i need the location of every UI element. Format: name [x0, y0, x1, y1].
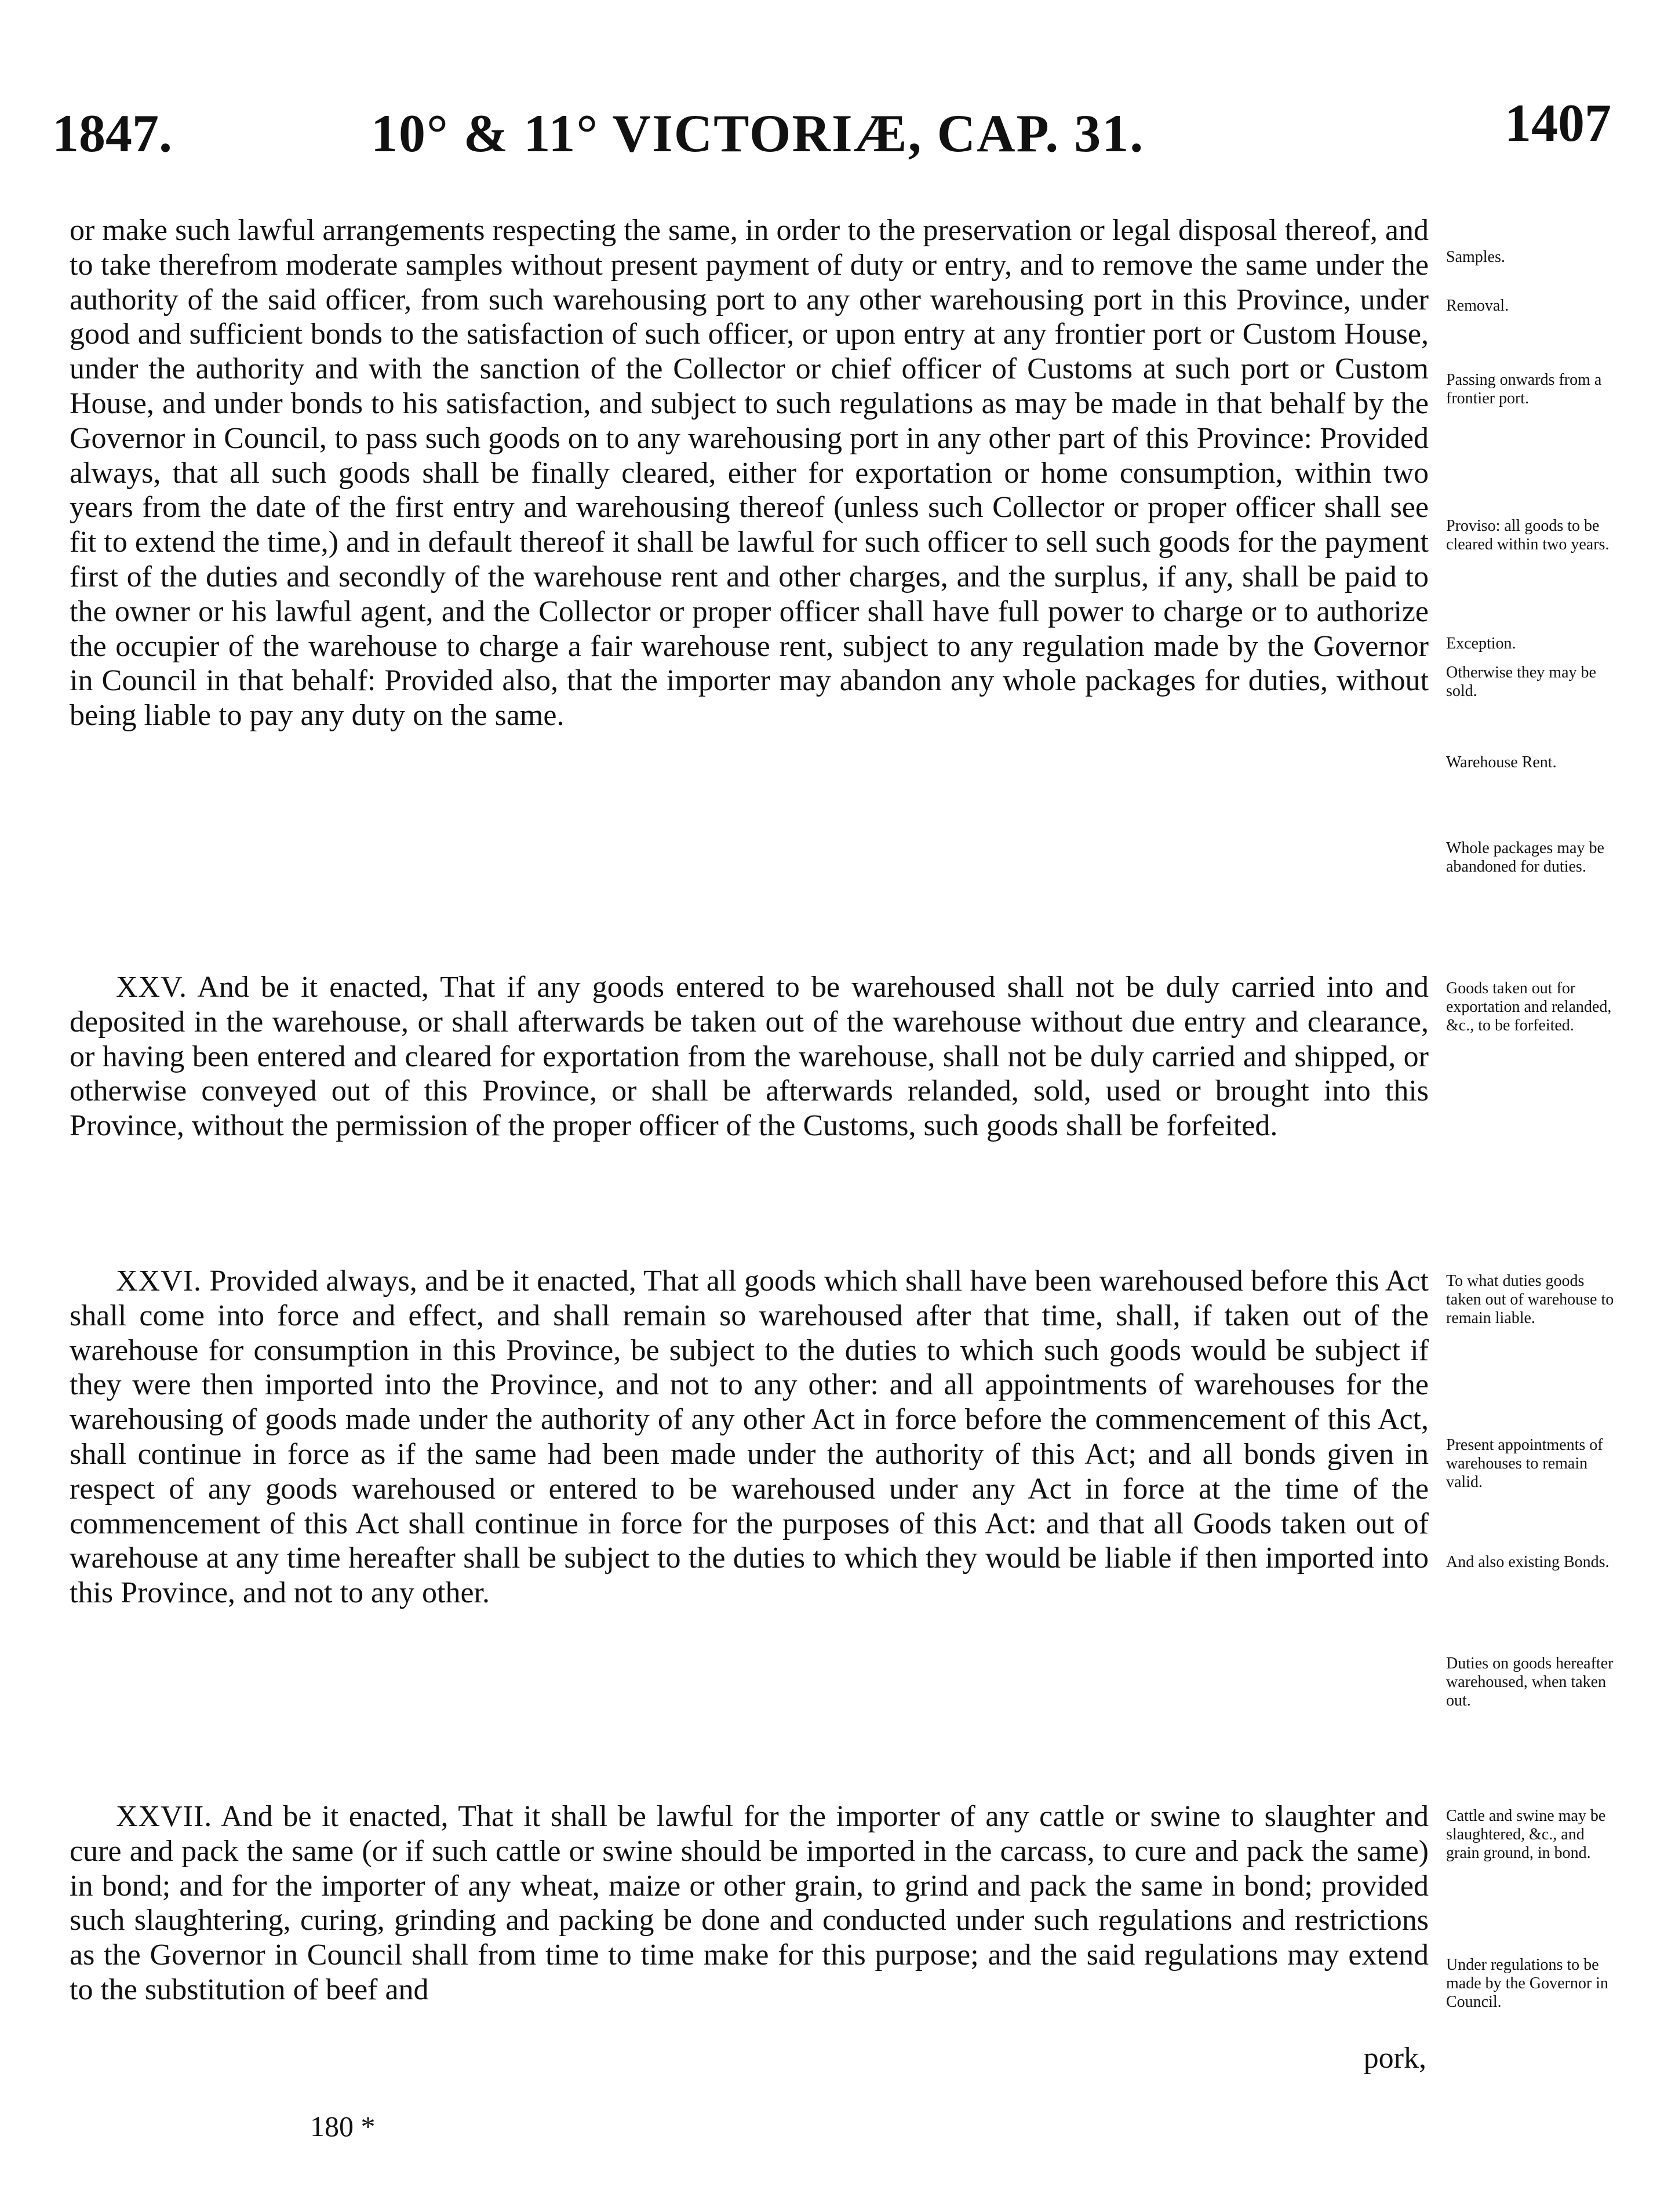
section-number: XXVI.	[116, 1264, 202, 1298]
margin-note: Removal.	[1446, 297, 1509, 315]
margin-note: To what duties goods taken out of warehouse to remain liable.	[1446, 1272, 1614, 1327]
margin-note: And also existing Bonds.	[1446, 1553, 1610, 1571]
section-text: And be it enacted, That if any goods entered to be warehoused shall not be duly carried into and deposited in the warehouse, or shall afterwards be taken out of the warehouse without due entry and clearance, or having been entered and cleared for exportation from the warehouse, shall not be duly carried and shipped, or otherwise conveyed out of this Province, or shall be afterwards relanded, sold, used or brought into this Province, without the permission of the proper officer of the Customs, such goods shall be forfeited.	[70, 971, 1429, 1143]
margin-note: Under regulations to be made by the Governor in Council.	[1446, 1956, 1608, 2011]
margin-note: Warehouse Rent.	[1446, 753, 1557, 771]
header-title: 10° & 11° VICTORIÆ, CAP. 31.	[371, 104, 1145, 163]
section-number: XXVII.	[116, 1800, 213, 1833]
section-paragraph	[70, 1799, 1429, 2007]
section-25	[70, 970, 1429, 1143]
header-year: 1847.	[52, 104, 172, 163]
running-header	[52, 93, 1611, 168]
signature-mark: 180 *	[310, 2110, 376, 2142]
margin-note: Present appointments of warehouses to remain valid.	[1446, 1436, 1603, 1491]
margin-note: Otherwise they may be sold.	[1446, 664, 1596, 700]
continuation-word: pork,	[1363, 2042, 1426, 2075]
margin-note: Goods taken out for exportation and relanded, &c., to be forfeited.	[1446, 979, 1612, 1034]
margin-note: Duties on goods hereafter warehoused, when taken out.	[1446, 1655, 1614, 1710]
margin-note: Proviso: all goods to be cleared within two years.	[1446, 517, 1610, 553]
page-number: 1407	[1505, 93, 1611, 152]
margin-note: Exception.	[1446, 635, 1516, 653]
section-number: XXV.	[116, 971, 187, 1004]
margin-note: Whole packages may be abandoned for duties.	[1446, 839, 1604, 876]
section-text: Provided always, and be it enacted, That all goods which shall have been warehoused before this Act shall come into force and effect, and shall remain so warehoused after that time, shall, if taken out of the warehouse for consumption in this Province, be subject to the duties to which such goods would be subject if they were then imported into the Province, and not to any other: and all appointments of warehouses for the warehousing of goods made under the authority of any other Act in force before the commencement of this Act, shall continue in force as if the same had been made under the authority of this Act; and all bonds given in respect of any goods warehoused or entered to be warehoused under any Act in force at the time of the commencement of this Act shall continue in force for the purposes of this Act: and that all Goods taken out of warehouse at any time hereafter shall be subject to the duties to which they would be liable if then imported into this Province, and not to any other.	[70, 1264, 1429, 1610]
margin-note: Samples.	[1446, 248, 1505, 266]
section-27	[70, 1799, 1429, 2007]
section-paragraph	[70, 1264, 1429, 1610]
section-text: or make such lawful arrangements respecting the same, in order to the preservation or legal disposal thereof, and to take therefrom moderate samples without present payment of duty or entry, and to remove the same under the authority of the said officer, from such warehousing port to any other warehousing port in this Province, under good and sufficient bonds to the satisfaction of such officer, or upon entry at any frontier port or Custom House, under the authority and with the sanction of the Collector or chief officer of Customs at such port or Custom House, and under bonds to his satisfaction, and subject to such regulations as may be made in that behalf by the Governor in Council, to pass such goods on to any warehousing port in any other part of this Province: Provided always, that all such goods shall be finally cleared, either for exportation or home consumption, within two years from the date of the first entry and warehousing thereof (unless such Collector or proper officer shall see fit to extend the time,) and in default thereof it shall be lawful for such officer to sell such goods for the payment first of the duties and secondly of the warehouse rent and other charges, and the surplus, if any, shall be paid to the owner or his lawful agent, and the Collector or proper officer shall have full power to charge or to authorize the occupier of the warehouse to charge a fair warehouse rent, subject to any regulation made by the Governor in Council in that behalf: Provided also, that the importer may abandon any whole packages for duties, without being liable to pay any duty on the same.	[70, 214, 1429, 733]
margin-note: Cattle and swine may be slaughtered, &c., and grain ground, in bond.	[1446, 1807, 1606, 1862]
section-paragraph	[70, 970, 1429, 1143]
section-26	[70, 1264, 1429, 1610]
margin-note: Passing onwards from a frontier port.	[1446, 371, 1602, 407]
section-text: And be it enacted, That it shall be lawful for the importer of any cattle or swine to slaughter and cure and pack the same (or if such cattle or swine should be imported in the carcass, to cure and pack the same) in bond; and for the importer of any wheat, maize or other grain, to grind and pack the same in bond; provided such slaughtering, curing, grinding and packing be done and conducted under such regulations and restrictions as the Governor in Council shall from time to time make for this purpose; and the said regulations may extend to the substitution of beef and	[70, 1800, 1429, 2006]
section-continuation	[70, 213, 1429, 733]
